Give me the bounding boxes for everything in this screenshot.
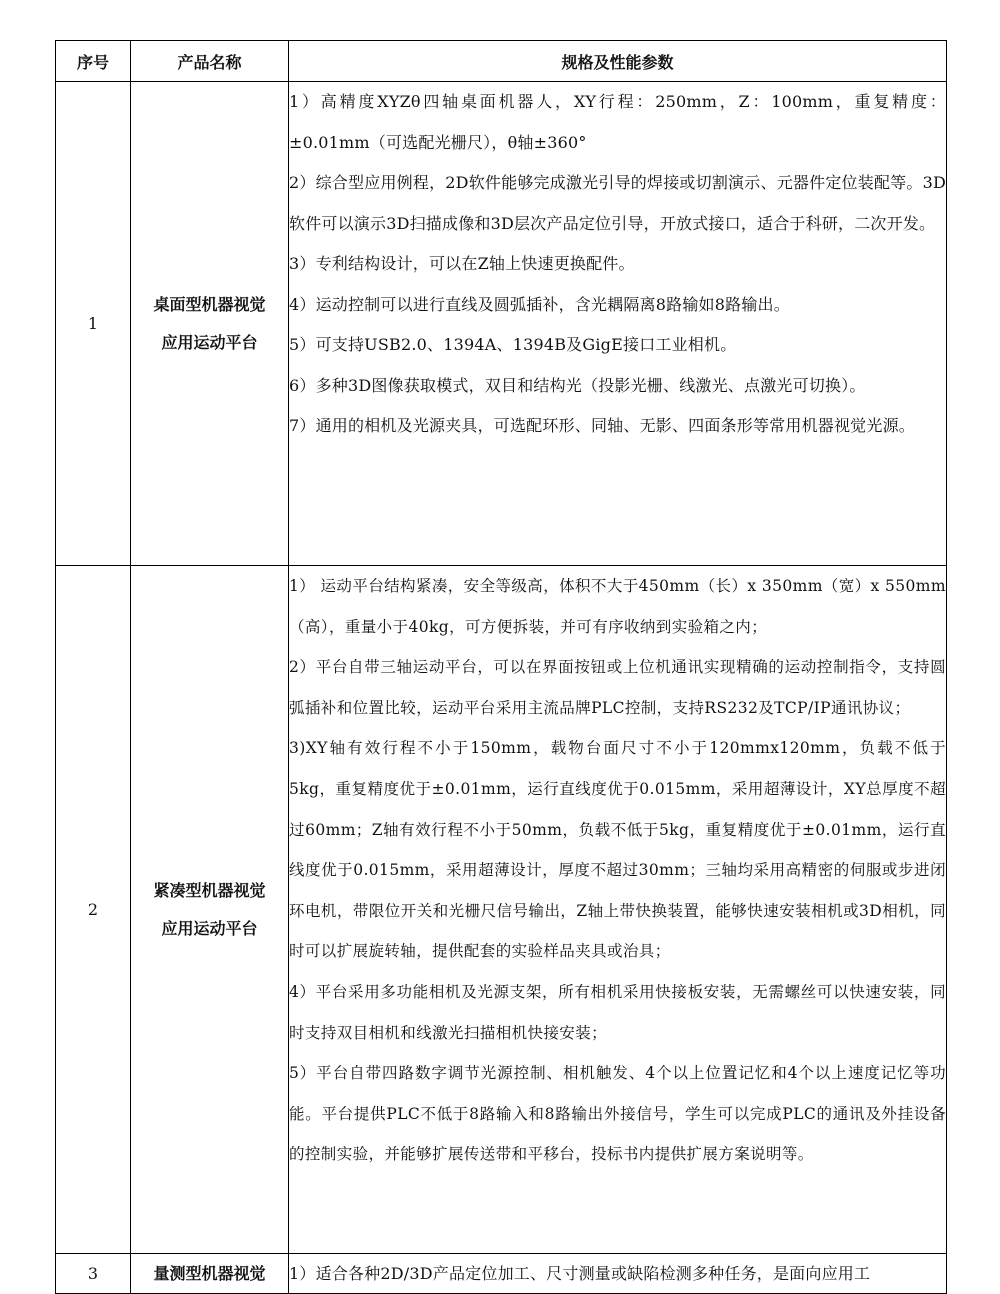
header-specs: 规格及性能参数 <box>289 41 947 82</box>
product-name <box>131 82 289 566</box>
table-row <box>56 566 947 1254</box>
spec-item: 6）多种3D图像获取模式，双目和结构光（投影光栅、线激光、点激光可切换）。 <box>289 375 866 395</box>
spec-table <box>55 40 947 1294</box>
product-name <box>131 566 289 1254</box>
spec-item: 7）通用的相机及光源夹具，可选配环形、同轴、无影、四面条形等常用机器视觉光源。 <box>289 416 915 435</box>
table-header-row <box>56 41 947 82</box>
header-index: 序号 <box>56 41 131 82</box>
spec-item: 4）平台采用多功能相机及光源支架，所有相机采用快接板安装，无需螺丝可以快速安装，同时支持双目相机和线激光扫描相机快接安装； <box>289 982 946 1042</box>
table-row <box>56 1254 947 1294</box>
table-row <box>56 82 947 566</box>
product-name-line: 量测型机器视觉 <box>153 1263 266 1283</box>
spec-item: 1）高精度XYZθ四轴桌面机器人，XY行程：250mm，Z：100mm，重复精度：±0.01mm（可选配光栅尺），θ轴±360° <box>289 92 946 152</box>
row-index: 2 <box>56 566 131 1254</box>
spec-item: 3）专利结构设计，可以在Z轴上快速更换配件。 <box>289 254 635 273</box>
spec-item: 5）平台自带四路数字调节光源控制、相机触发、4个以上位置记忆和4个以上速度记忆等功能。平台提供PLC不低于8路输入和8路输出外接信号，学生可以完成PLC的通讯及外挂设备的控制实验，并能够扩展传送带和平移台，投标书内提供扩展方案说明等。 <box>289 1064 946 1164</box>
product-name-line: 应用运动平台 <box>161 918 258 938</box>
row-index: 3 <box>56 1254 131 1294</box>
product-name <box>131 1254 289 1294</box>
spec-item: 4）运动控制可以进行直线及圆弧插补，含光耦隔离8路输如8路输出。 <box>289 294 790 314</box>
spec-item: 2）综合型应用例程，2D软件能够完成激光引导的焊接或切割演示、元器件定位装配等。3D软件可以演示3D扫描成像和3D层次产品定位引导，开放式接口，适合于科研，二次开发。 <box>289 173 946 233</box>
product-name-line: 紧凑型机器视觉 <box>153 880 266 900</box>
spec-item: 3)XY轴有效行程不小于150mm，载物台面尺寸不小于120mmx120mm，负载不低于5kg，重复精度优于±0.01mm，运行直线度优于0.015mm，采用超薄设计，XY总厚度不超过60mm；Z轴有效行程不小于50mm，负载不低于5kg，重复精度优于±0.01mm，运行直线度优于0.015mm，采用超薄设计，厚度不超过30mm；三轴均采用高精密的伺服或步进闭环电机，带限位开关和光栅尺信号输出，Z轴上带快换装置，能够快速安装相机或3D相机，同时可以扩展旋转轴，提供配套的实验样品夹具或治具； <box>289 739 946 961</box>
product-name-line: 桌面型机器视觉 <box>153 294 266 314</box>
row-index: 1 <box>56 82 131 566</box>
spec-item: 1） 运动平台结构紧凑，安全等级高，体积不大于450mm（长）x 350mm（宽）x 550mm（高），重量小于40kg，可方便拆装，并可有序收纳到实验箱之内； <box>289 577 946 636</box>
header-product-name: 产品名称 <box>131 41 289 82</box>
spec-item: 1）适合各种2D/3D产品定位加工、尺寸测量或缺陷检测多种任务，是面向应用工 <box>289 1263 871 1283</box>
product-name-line: 应用运动平台 <box>161 332 258 352</box>
spec-list <box>289 566 947 1254</box>
spec-list <box>289 82 947 566</box>
spec-item: 5）可支持USB2.0、1394A、1394B及GigE接口工业相机。 <box>289 335 737 354</box>
spec-item: 2）平台自带三轴运动平台，可以在界面按钮或上位机通讯实现精确的运动控制指令，支持圆弧插补和位置比较，运动平台采用主流品牌PLC控制，支持RS232及TCP/IP通讯协议； <box>289 658 946 717</box>
spec-list <box>289 1254 947 1294</box>
